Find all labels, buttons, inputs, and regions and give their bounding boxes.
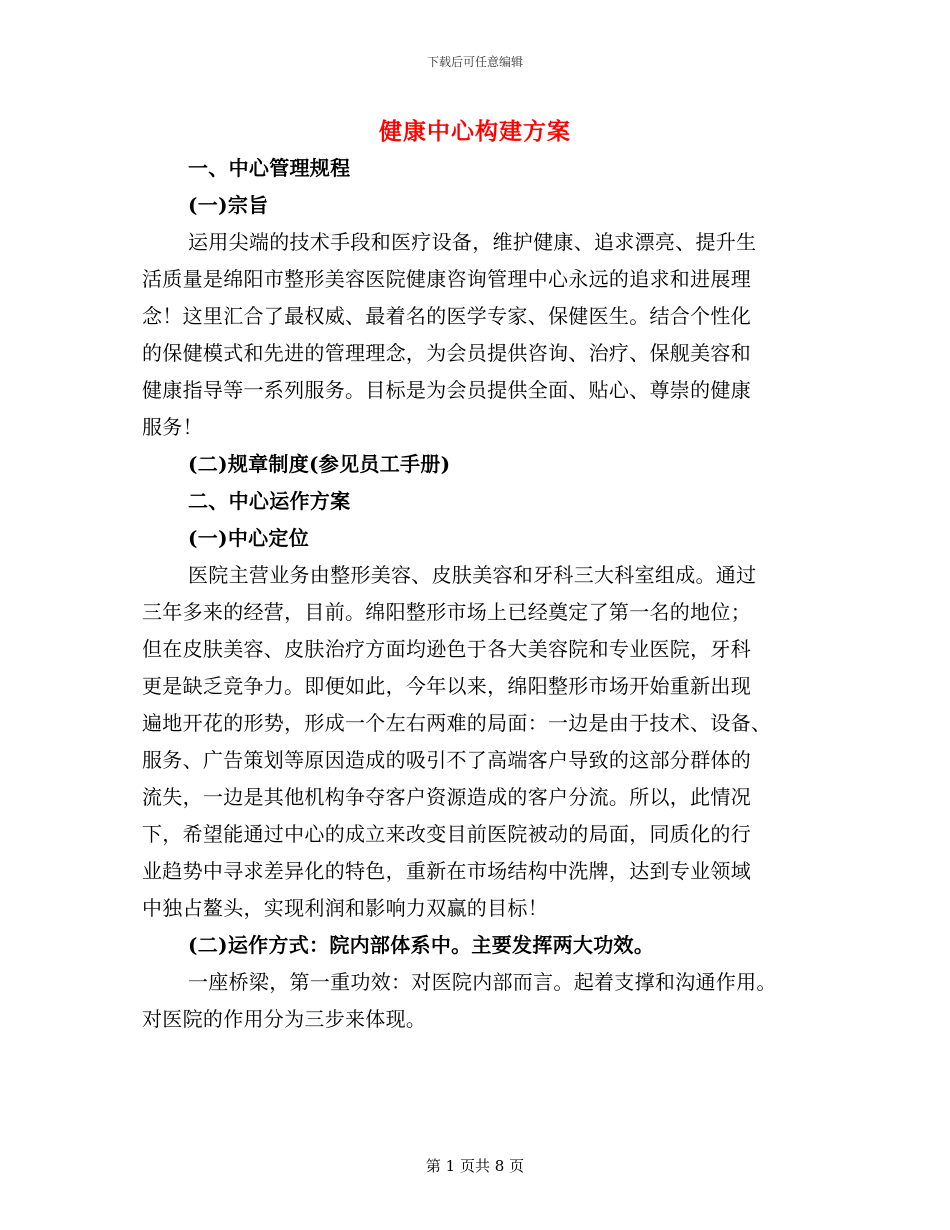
document-body [142, 150, 810, 1038]
paragraph-line: 服务！ [142, 415, 203, 439]
paragraph-line: 遍地开花的形势，形成一个左右两难的局面：一边是由于技术、设备、 [142, 711, 772, 735]
document-title: 健康中心构建方案 [379, 118, 571, 145]
paragraph-line: 更是缺乏竞争力。即便如此，今年以来，绵阳整形市场开始重新出现 [142, 674, 751, 698]
paragraph-line: 业趋势中寻求差异化的特色，重新在市场结构中洗牌，达到专业领域 [142, 859, 751, 883]
paragraph-line: 运用尖端的技术手段和医疗设备，维护健康、追求漂亮、提升生 [188, 230, 757, 254]
paragraph-line: 但在皮肤美容、皮肤治疗方面均逊色于各大美容院和专业医院，牙科 [142, 637, 751, 661]
paragraph-line: 服务、广告策划等原因造成的吸引不了高端客户导致的这部分群体的 [142, 748, 751, 772]
paragraph-line: 的保健模式和先进的管理理念，为会员提供咨询、治疗、保舰美容和 [142, 341, 751, 365]
paragraph-line: 下，希望能通过中心的成立来改变目前医院被动的局面，同质化的行 [142, 822, 751, 846]
section-heading-management: 一、中心管理规程 [188, 156, 351, 180]
paragraph-line: 三年多来的经营，目前。绵阳整形市场上已经奠定了第一名的地位； [142, 600, 751, 624]
subheading-operation-mode: (二)运作方式：院内部体系中。主要发挥两大功效。 [188, 933, 655, 957]
subheading-positioning: (一)中心定位 [188, 526, 310, 550]
paragraph-line: 念！这里汇合了最权威、最着名的医学专家、保健医生。结合个性化 [142, 304, 751, 328]
page-number: 第 1 页共 8 页 [425, 1157, 525, 1175]
paragraph-line: 流失，一边是其他机构争夺客户资源造成的客户分流。所以，此情况 [142, 785, 751, 809]
page-header-note: 下载后可任意编辑 [426, 55, 523, 69]
paragraph-line: 活质量是绵阳市整形美容医院健康咨询管理中心永远的追求和进展理 [142, 267, 751, 291]
paragraph-line: 对医院的作用分为三步来体现。 [142, 1007, 427, 1031]
paragraph-line: 中独占鳌头，实现利润和影响力双赢的目标！ [142, 896, 548, 920]
paragraph-line: 健康指导等一系列服务。目标是为会员提供全面、贴心、尊崇的健康 [142, 378, 751, 402]
paragraph-line: 医院主营业务由整形美容、皮肤美容和牙科三大科室组成。通过 [188, 563, 757, 587]
subheading-purpose: (一)宗旨 [188, 193, 269, 217]
section-heading-operation: 二、中心运作方案 [188, 489, 351, 513]
paragraph-line: 一座桥梁，第一重功效：对医院内部而言。起着支撑和沟通作用。 [188, 970, 777, 994]
subheading-rules: (二)规章制度(参见员工手册) [188, 452, 451, 476]
